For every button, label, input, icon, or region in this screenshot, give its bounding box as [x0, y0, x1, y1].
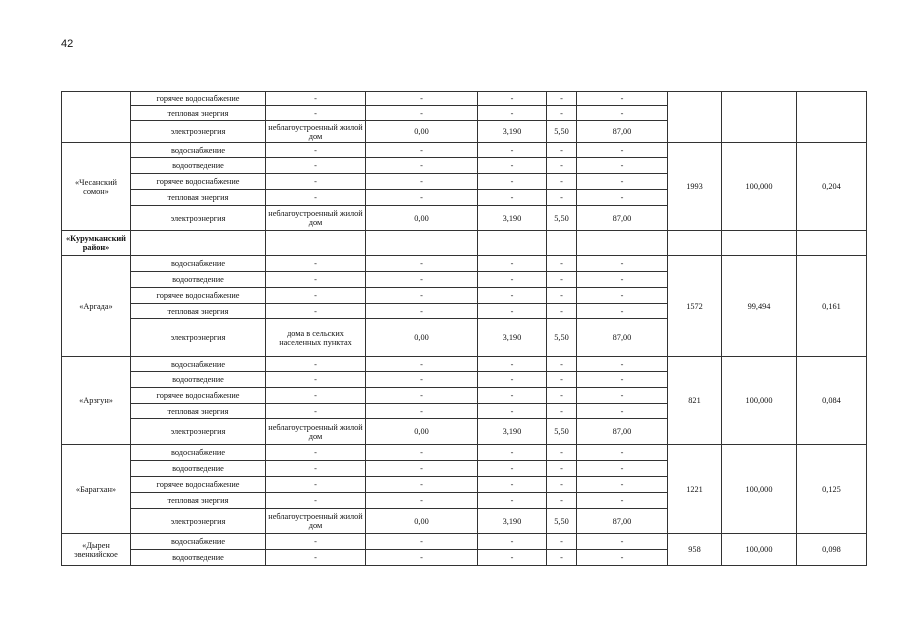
value-cell: 0,00	[366, 319, 478, 357]
dash-cell: -	[266, 534, 366, 550]
settlement-name: «Барагхан»	[62, 445, 131, 534]
percent-cell: 100,000	[722, 143, 797, 231]
value-cell: 87,00	[577, 319, 668, 357]
service-cell: горячее водоснабжение	[131, 388, 266, 404]
share-cell: 0,125	[797, 445, 867, 534]
dash-cell: -	[478, 272, 547, 288]
service-cell: водоотведение	[131, 550, 266, 566]
dash-cell: -	[366, 288, 478, 304]
dash-cell: -	[547, 174, 577, 190]
dash-cell: -	[266, 288, 366, 304]
dash-cell: -	[547, 158, 577, 174]
dash-cell: -	[366, 106, 478, 121]
empty-cell	[366, 231, 478, 256]
dash-cell: -	[266, 92, 366, 106]
dash-cell: -	[547, 272, 577, 288]
service-cell: тепловая энергия	[131, 190, 266, 206]
service-cell: тепловая энергия	[131, 304, 266, 319]
dash-cell: -	[266, 404, 366, 419]
dash-cell: -	[478, 357, 547, 372]
settlement-name: «Аргада»	[62, 256, 131, 357]
housing-type-cell: неблагоустроенный жилой дом	[266, 509, 366, 534]
empty-cell	[722, 231, 797, 256]
dash-cell: -	[547, 534, 577, 550]
dash-cell: -	[366, 550, 478, 566]
service-cell: электроэнергия	[131, 319, 266, 357]
service-cell: горячее водоснабжение	[131, 288, 266, 304]
settlement-cell	[62, 92, 131, 143]
service-cell: тепловая энергия	[131, 106, 266, 121]
share-cell: 0,098	[797, 534, 867, 566]
service-cell: электроэнергия	[131, 419, 266, 445]
dash-cell: -	[366, 158, 478, 174]
dash-cell: -	[478, 304, 547, 319]
value-cell: 5,50	[547, 509, 577, 534]
dash-cell: -	[366, 174, 478, 190]
value-cell: 5,50	[547, 121, 577, 143]
dash-cell: -	[366, 388, 478, 404]
dash-cell: -	[577, 256, 668, 272]
dash-cell: -	[547, 106, 577, 121]
empty-cell	[478, 231, 547, 256]
service-cell: горячее водоснабжение	[131, 92, 266, 106]
service-cell: тепловая энергия	[131, 404, 266, 419]
dash-cell: -	[266, 106, 366, 121]
empty-cell	[668, 231, 722, 256]
percent-cell	[722, 92, 797, 143]
service-cell: водоснабжение	[131, 143, 266, 158]
value-cell: 3,190	[478, 509, 547, 534]
dash-cell: -	[366, 404, 478, 419]
population-cell: 821	[668, 357, 722, 445]
dash-cell: -	[478, 92, 547, 106]
dash-cell: -	[266, 304, 366, 319]
dash-cell: -	[478, 106, 547, 121]
population-cell: 1572	[668, 256, 722, 357]
dash-cell: -	[266, 174, 366, 190]
value-cell: 5,50	[547, 319, 577, 357]
service-cell: водоснабжение	[131, 445, 266, 461]
service-cell: электроэнергия	[131, 121, 266, 143]
dash-cell: -	[478, 445, 547, 461]
dash-cell: -	[266, 477, 366, 493]
share-cell: 0,084	[797, 357, 867, 445]
dash-cell: -	[266, 256, 366, 272]
service-cell: водоснабжение	[131, 256, 266, 272]
value-cell: 3,190	[478, 319, 547, 357]
share-cell	[797, 92, 867, 143]
value-cell: 87,00	[577, 121, 668, 143]
value-cell: 3,190	[478, 419, 547, 445]
dash-cell: -	[366, 304, 478, 319]
value-cell: 3,190	[478, 206, 547, 231]
value-cell: 5,50	[547, 419, 577, 445]
dash-cell: -	[547, 477, 577, 493]
percent-cell: 100,000	[722, 357, 797, 445]
dash-cell: -	[478, 143, 547, 158]
dash-cell: -	[547, 92, 577, 106]
dash-cell: -	[547, 388, 577, 404]
dash-cell: -	[266, 461, 366, 477]
service-cell: электроэнергия	[131, 509, 266, 534]
share-cell: 0,161	[797, 256, 867, 357]
dash-cell: -	[547, 461, 577, 477]
service-cell: водоотведение	[131, 272, 266, 288]
dash-cell: -	[547, 404, 577, 419]
population-cell	[668, 92, 722, 143]
housing-type-cell: неблагоустроенный жилой дом	[266, 206, 366, 231]
dash-cell: -	[577, 92, 668, 106]
dash-cell: -	[478, 404, 547, 419]
dash-cell: -	[478, 288, 547, 304]
dash-cell: -	[577, 272, 668, 288]
dash-cell: -	[577, 357, 668, 372]
population-cell: 958	[668, 534, 722, 566]
table-row	[62, 534, 867, 550]
dash-cell: -	[266, 357, 366, 372]
dash-cell: -	[366, 493, 478, 509]
value-cell: 0,00	[366, 206, 478, 231]
dash-cell: -	[547, 550, 577, 566]
dash-cell: -	[366, 445, 478, 461]
dash-cell: -	[478, 256, 547, 272]
dash-cell: -	[478, 534, 547, 550]
dash-cell: -	[478, 493, 547, 509]
dash-cell: -	[577, 550, 668, 566]
service-cell: водоснабжение	[131, 357, 266, 372]
dash-cell: -	[478, 158, 547, 174]
dash-cell: -	[366, 190, 478, 206]
empty-cell	[797, 231, 867, 256]
dash-cell: -	[266, 372, 366, 388]
dash-cell: -	[266, 550, 366, 566]
district-name: «Курумканский район»	[62, 231, 131, 256]
dash-cell: -	[577, 106, 668, 121]
value-cell: 3,190	[478, 121, 547, 143]
dash-cell: -	[366, 372, 478, 388]
service-cell: водоснабжение	[131, 534, 266, 550]
dash-cell: -	[577, 388, 668, 404]
table-row	[62, 92, 867, 106]
tariff-table	[61, 91, 867, 566]
dash-cell: -	[266, 158, 366, 174]
dash-cell: -	[366, 92, 478, 106]
empty-cell	[547, 231, 577, 256]
settlement-name: «Дырен эвенкийское	[62, 534, 131, 566]
population-cell: 1221	[668, 445, 722, 534]
dash-cell: -	[577, 190, 668, 206]
housing-type-cell: дома в сельских населенных пунктах	[266, 319, 366, 357]
service-cell: водоотведение	[131, 158, 266, 174]
empty-cell	[131, 231, 266, 256]
dash-cell: -	[266, 445, 366, 461]
dash-cell: -	[366, 461, 478, 477]
dash-cell: -	[478, 190, 547, 206]
page-number: 42	[61, 38, 74, 50]
dash-cell: -	[547, 143, 577, 158]
value-cell: 0,00	[366, 121, 478, 143]
dash-cell: -	[577, 534, 668, 550]
dash-cell: -	[577, 304, 668, 319]
dash-cell: -	[577, 372, 668, 388]
value-cell: 87,00	[577, 419, 668, 445]
service-cell: тепловая энергия	[131, 493, 266, 509]
dash-cell: -	[577, 461, 668, 477]
dash-cell: -	[577, 158, 668, 174]
dash-cell: -	[266, 143, 366, 158]
population-cell: 1993	[668, 143, 722, 231]
dash-cell: -	[547, 493, 577, 509]
dash-cell: -	[266, 190, 366, 206]
table-row	[62, 143, 867, 158]
dash-cell: -	[366, 357, 478, 372]
dash-cell: -	[478, 550, 547, 566]
service-cell: электроэнергия	[131, 206, 266, 231]
housing-type-cell: неблагоустроенный жилой дом	[266, 419, 366, 445]
table-row	[62, 445, 867, 461]
table-row	[62, 357, 867, 372]
dash-cell: -	[577, 477, 668, 493]
service-cell: водоотведение	[131, 372, 266, 388]
dash-cell: -	[547, 256, 577, 272]
dash-cell: -	[577, 174, 668, 190]
value-cell: 0,00	[366, 509, 478, 534]
dash-cell: -	[577, 404, 668, 419]
service-cell: водоотведение	[131, 461, 266, 477]
dash-cell: -	[577, 143, 668, 158]
percent-cell: 99,494	[722, 256, 797, 357]
empty-cell	[577, 231, 668, 256]
housing-type-cell: неблагоустроенный жилой дом	[266, 121, 366, 143]
dash-cell: -	[577, 445, 668, 461]
dash-cell: -	[547, 445, 577, 461]
dash-cell: -	[266, 272, 366, 288]
dash-cell: -	[547, 372, 577, 388]
table-row	[62, 256, 867, 272]
district-row	[62, 231, 867, 256]
percent-cell: 100,000	[722, 534, 797, 566]
dash-cell: -	[366, 143, 478, 158]
dash-cell: -	[478, 372, 547, 388]
dash-cell: -	[547, 304, 577, 319]
dash-cell: -	[478, 174, 547, 190]
empty-cell	[266, 231, 366, 256]
dash-cell: -	[547, 357, 577, 372]
share-cell: 0,204	[797, 143, 867, 231]
service-cell: горячее водоснабжение	[131, 477, 266, 493]
value-cell: 5,50	[547, 206, 577, 231]
dash-cell: -	[478, 461, 547, 477]
dash-cell: -	[547, 288, 577, 304]
value-cell: 87,00	[577, 206, 668, 231]
settlement-name: «Чесанский сомон»	[62, 143, 131, 231]
dash-cell: -	[478, 477, 547, 493]
settlement-name: «Арзгун»	[62, 357, 131, 445]
dash-cell: -	[547, 190, 577, 206]
value-cell: 0,00	[366, 419, 478, 445]
service-cell: горячее водоснабжение	[131, 174, 266, 190]
value-cell: 87,00	[577, 509, 668, 534]
dash-cell: -	[478, 388, 547, 404]
dash-cell: -	[577, 288, 668, 304]
percent-cell: 100,000	[722, 445, 797, 534]
dash-cell: -	[366, 272, 478, 288]
dash-cell: -	[366, 534, 478, 550]
dash-cell: -	[266, 493, 366, 509]
dash-cell: -	[577, 493, 668, 509]
dash-cell: -	[266, 388, 366, 404]
dash-cell: -	[366, 477, 478, 493]
dash-cell: -	[366, 256, 478, 272]
